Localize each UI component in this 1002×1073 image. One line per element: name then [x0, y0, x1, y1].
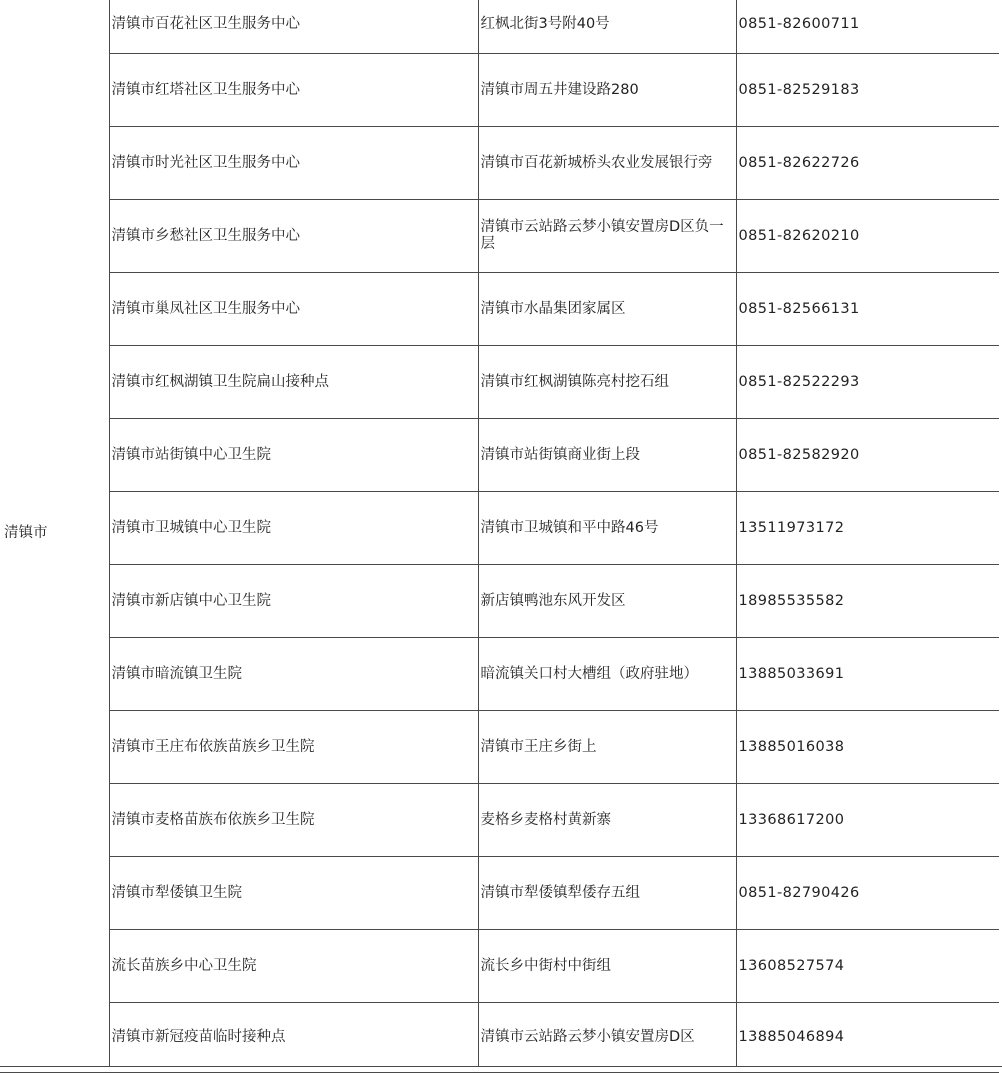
site-address-cell: 清镇市周五井建设路280 — [478, 54, 736, 127]
site-name-cell: 清镇市新冠疫苗临时接种点 — [109, 1003, 478, 1073]
site-address-cell: 流长乡中街村中街组 — [478, 930, 736, 1003]
site-phone-cell: 13885046894 — [736, 1003, 999, 1073]
site-phone-cell: 0851-82622726 — [736, 127, 999, 200]
table-row — [0, 1003, 999, 1073]
table-row — [0, 711, 999, 784]
site-phone-cell: 13885033691 — [736, 638, 999, 711]
table-row — [0, 492, 999, 565]
site-address-cell: 清镇市百花新城桥头农业发展银行旁 — [478, 127, 736, 200]
site-address-cell: 清镇市水晶集团家属区 — [478, 273, 736, 346]
table-bottom-border — [0, 1066, 1002, 1072]
table-row — [0, 0, 999, 54]
site-phone-cell: 0851-82522293 — [736, 346, 999, 419]
site-name-cell: 清镇市麦格苗族布依族乡卫生院 — [109, 784, 478, 857]
site-address-cell: 清镇市卫城镇和平中路46号 — [478, 492, 736, 565]
site-name-cell: 清镇市新店镇中心卫生院 — [109, 565, 478, 638]
site-address-cell: 清镇市犁倭镇犁倭存五组 — [478, 857, 736, 930]
site-address-cell: 清镇市云站路云梦小镇安置房D区 — [478, 1003, 736, 1073]
site-phone-cell: 0851-82620210 — [736, 200, 999, 273]
table-row — [0, 930, 999, 1003]
site-address-cell: 清镇市站街镇商业街上段 — [478, 419, 736, 492]
site-phone-cell: 13368617200 — [736, 784, 999, 857]
site-name-cell: 清镇市红塔社区卫生服务中心 — [109, 54, 478, 127]
site-name-cell: 清镇市暗流镇卫生院 — [109, 638, 478, 711]
site-name-cell: 清镇市站街镇中心卫生院 — [109, 419, 478, 492]
site-phone-cell: 0851-82529183 — [736, 54, 999, 127]
table-row — [0, 200, 999, 273]
site-name-cell: 清镇市百花社区卫生服务中心 — [109, 0, 478, 54]
table-row — [0, 346, 999, 419]
site-address-cell: 清镇市王庄乡街上 — [478, 711, 736, 784]
table-row — [0, 273, 999, 346]
table-row — [0, 565, 999, 638]
site-phone-cell: 0851-82790426 — [736, 857, 999, 930]
site-name-cell: 清镇市王庄布依族苗族乡卫生院 — [109, 711, 478, 784]
site-name-cell: 清镇市犁倭镇卫生院 — [109, 857, 478, 930]
site-address-cell: 红枫北街3号附40号 — [478, 0, 736, 54]
table-row — [0, 638, 999, 711]
site-name-cell: 清镇市时光社区卫生服务中心 — [109, 127, 478, 200]
site-name-cell: 清镇市乡愁社区卫生服务中心 — [109, 200, 478, 273]
site-address-cell: 新店镇鸭池东风开发区 — [478, 565, 736, 638]
site-address-cell: 麦格乡麦格村黄新寨 — [478, 784, 736, 857]
site-address-cell: 清镇市云站路云梦小镇安置房D区负一层 — [478, 200, 736, 273]
site-name-cell: 清镇市巢凤社区卫生服务中心 — [109, 273, 478, 346]
site-phone-cell: 13608527574 — [736, 930, 999, 1003]
site-phone-cell: 13885016038 — [736, 711, 999, 784]
site-phone-cell: 13511973172 — [736, 492, 999, 565]
table-row — [0, 419, 999, 492]
site-phone-cell: 0851-82582920 — [736, 419, 999, 492]
table-row — [0, 784, 999, 857]
site-name-cell: 清镇市卫城镇中心卫生院 — [109, 492, 478, 565]
site-name-cell: 清镇市红枫湖镇卫生院扁山接种点 — [109, 346, 478, 419]
site-address-cell: 暗流镇关口村大槽组（政府驻地） — [478, 638, 736, 711]
site-phone-cell: 18985535582 — [736, 565, 999, 638]
table-row — [0, 54, 999, 127]
site-name-cell: 流长苗族乡中心卫生院 — [109, 930, 478, 1003]
table-row — [0, 127, 999, 200]
district-cell: 清镇市 — [0, 0, 109, 1073]
table-row — [0, 857, 999, 930]
site-address-cell: 清镇市红枫湖镇陈亮村挖石组 — [478, 346, 736, 419]
site-phone-cell: 0851-82600711 — [736, 0, 999, 54]
site-phone-cell: 0851-82566131 — [736, 273, 999, 346]
